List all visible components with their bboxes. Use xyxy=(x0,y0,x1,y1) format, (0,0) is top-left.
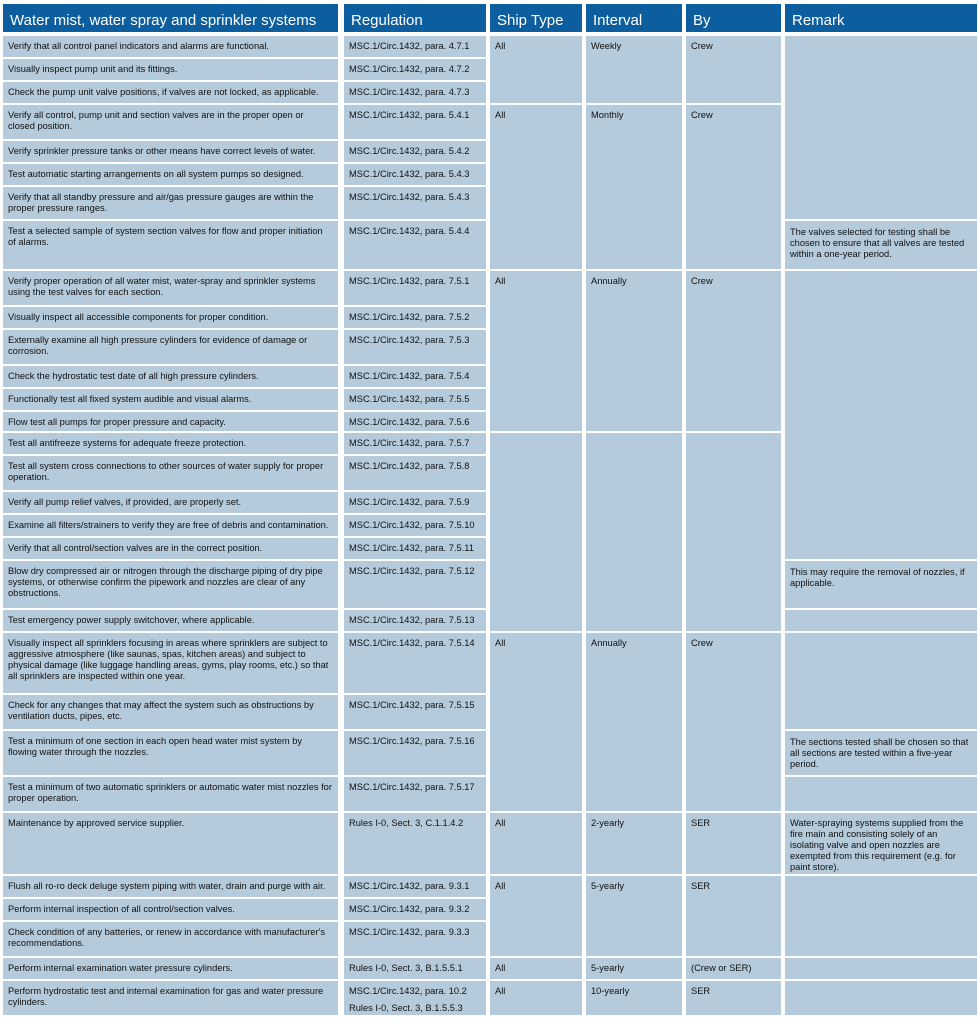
task-cell: Test a selected sample of system section valves for flow and proper initiation of alarms. xyxy=(3,221,338,269)
regulation-cell: MSC.1/Circ.1432, para. 5.4.3 xyxy=(344,187,486,219)
remark-cell xyxy=(785,876,977,956)
interval-cell: Monthly xyxy=(586,105,682,269)
ship-type-cell: All xyxy=(490,271,582,431)
task-cell: Visually inspect all sprinklers focusing in areas where sprinklers are subject to aggressive atmosphere (like saunas, spas, kitchen areas) and subject to physical damage (like luggage handling areas, gyms, play rooms, etc.) so that all sprinklers are inspected within one year. xyxy=(3,633,338,693)
task-cell: Verify that all control panel indicators and alarms are functional. xyxy=(3,36,338,57)
remark-cell xyxy=(785,633,977,729)
task-cell: Visually inspect pump unit and its fittings. xyxy=(3,59,338,80)
remark-cell xyxy=(785,981,977,1015)
by-cell: SER xyxy=(686,876,781,956)
regulation-cell: MSC.1/Circ.1432, para. 7.5.6 xyxy=(344,412,486,431)
regulation-cell: MSC.1/Circ.1432, para. 7.5.9 xyxy=(344,492,486,513)
regulation-cell: MSC.1/Circ.1432, para. 7.5.3 xyxy=(344,330,486,364)
task-cell: Maintenance by approved service supplier. xyxy=(3,813,338,874)
task-cell: Test automatic starting arrangements on all system pumps so designed. xyxy=(3,164,338,185)
interval-cell xyxy=(586,433,682,631)
task-cell: Blow dry compressed air or nitrogen through the discharge piping of dry pipe systems, or otherwise confirm the pipework and nozzles are clear of any obstructions. xyxy=(3,561,338,608)
regulation-cell: MSC.1/Circ.1432, para. 5.4.3 xyxy=(344,164,486,185)
regulation-cell: MSC.1/Circ.1432, para. 7.5.1 xyxy=(344,271,486,305)
regulation-cell: MSC.1/Circ.1432, para. 7.5.14 xyxy=(344,633,486,693)
regulation-cell: MSC.1/Circ.1432, para. 7.5.4 xyxy=(344,366,486,387)
regulation-cell: Rules I-0, Sect. 3, C.1.1.4.2 xyxy=(344,813,486,874)
remark-cell xyxy=(785,777,977,811)
task-cell: Verify that all control/section valves are in the correct position. xyxy=(3,538,338,559)
task-cell: Functionally test all fixed system audible and visual alarms. xyxy=(3,389,338,410)
interval-cell: Weekly xyxy=(586,36,682,103)
by-cell xyxy=(686,433,781,631)
column-header-ship-type: Ship Type xyxy=(490,4,582,32)
interval-cell: 5-yearly xyxy=(586,958,682,979)
ship-type-cell: All xyxy=(490,105,582,269)
regulation-cell: MSC.1/Circ.1432, para. 5.4.2 xyxy=(344,141,486,162)
task-cell: Visually inspect all accessible components for proper condition. xyxy=(3,307,338,328)
regulation-cell: MSC.1/Circ.1432, para. 7.5.7 xyxy=(344,433,486,454)
interval-cell: 10-yearly xyxy=(586,981,682,1015)
task-cell: Perform hydrostatic test and internal examination for gas and water pressure cylinders. xyxy=(3,981,338,1015)
remark-cell xyxy=(785,610,977,631)
ship-type-cell xyxy=(490,433,582,631)
by-cell: Crew xyxy=(686,105,781,269)
task-cell: Verify that all standby pressure and air/gas pressure gauges are within the proper pressure ranges. xyxy=(3,187,338,219)
regulation-cell: MSC.1/Circ.1432, para. 7.5.15 xyxy=(344,695,486,729)
ship-type-cell: All xyxy=(490,958,582,979)
regulation-cell: MSC.1/Circ.1432, para. 7.5.11 xyxy=(344,538,486,559)
regulation-cell: MSC.1/Circ.1432, para. 5.4.1 xyxy=(344,105,486,139)
interval-cell: 2-yearly xyxy=(586,813,682,874)
by-cell: (Crew or SER) xyxy=(686,958,781,979)
ship-type-cell: All xyxy=(490,813,582,874)
interval-cell: Annually xyxy=(586,271,682,431)
task-cell: Verify sprinkler pressure tanks or other means have correct levels of water. xyxy=(3,141,338,162)
regulation-cell: MSC.1/Circ.1432, para. 9.3.3 xyxy=(344,922,486,956)
task-cell: Verify all control, pump unit and section valves are in the proper open or closed position. xyxy=(3,105,338,139)
task-cell: Test all system cross connections to other sources of water supply for proper operation. xyxy=(3,456,338,490)
ship-type-cell: All xyxy=(490,981,582,1015)
regulation-cell: MSC.1/Circ.1432, para. 7.5.12 xyxy=(344,561,486,608)
regulation-cell: MSC.1/Circ.1432, para. 9.3.2 xyxy=(344,899,486,920)
regulation-cell: MSC.1/Circ.1432, para. 7.5.13 xyxy=(344,610,486,631)
task-cell: Verify all pump relief valves, if provided, are properly set. xyxy=(3,492,338,513)
regulation-cell: MSC.1/Circ.1432, para. 7.5.8 xyxy=(344,456,486,490)
remark-cell: Water-spraying systems supplied from the fire main and consisting solely of an isolating valve and open nozzles are exempted from this requirement (e.g. for paint store). xyxy=(785,813,977,874)
task-cell: Perform internal examination water pressure cylinders. xyxy=(3,958,338,979)
task-cell: Flow test all pumps for proper pressure and capacity. xyxy=(3,412,338,431)
column-header-task: Water mist, water spray and sprinkler systems xyxy=(3,4,338,32)
task-cell: Check for any changes that may affect the system such as obstructions by ventilation ducts, pipes, etc. xyxy=(3,695,338,729)
task-cell: Flush all ro-ro deck deluge system piping with water, drain and purge with air. xyxy=(3,876,338,897)
regulation-line: Rules I-0, Sect. 3, B.1.5.5.3 xyxy=(349,1003,463,1013)
task-cell: Check the pump unit valve positions, if valves are not locked, as applicable. xyxy=(3,82,338,103)
remark-cell xyxy=(785,271,977,559)
remark-cell: The valves selected for testing shall be chosen to ensure that all valves are tested within a one-year period. xyxy=(785,221,977,269)
regulation-cell: MSC.1/Circ.1432, para. 5.4.4 xyxy=(344,221,486,269)
ship-type-cell: All xyxy=(490,876,582,956)
regulation-cell: MSC.1/Circ.1432, para. 4.7.2 xyxy=(344,59,486,80)
regulation-cell: MSC.1/Circ.1432, para. 7.5.10 xyxy=(344,515,486,536)
task-cell: Check the hydrostatic test date of all high pressure cylinders. xyxy=(3,366,338,387)
regulation-cell: MSC.1/Circ.1432, para. 7.5.2 xyxy=(344,307,486,328)
regulation-line: MSC.1/Circ.1432, para. 10.2 xyxy=(349,986,467,996)
column-header-regulation: Regulation xyxy=(344,4,486,32)
regulation-cell: MSC.1/Circ.1432, para. 4.7.3 xyxy=(344,82,486,103)
remark-cell: The sections tested shall be chosen so that all sections are tested within a five-year period. xyxy=(785,731,977,775)
task-cell: Test a minimum of one section in each open head water mist system by flowing water through the nozzles. xyxy=(3,731,338,775)
task-cell: Externally examine all high pressure cylinders for evidence of damage or corrosion. xyxy=(3,330,338,364)
ship-type-cell: All xyxy=(490,633,582,811)
regulation-cell xyxy=(344,981,486,1015)
regulation-cell: MSC.1/Circ.1432, para. 7.5.17 xyxy=(344,777,486,811)
by-cell: SER xyxy=(686,813,781,874)
by-cell: Crew xyxy=(686,633,781,811)
task-cell: Perform internal inspection of all control/section valves. xyxy=(3,899,338,920)
regulation-cell: MSC.1/Circ.1432, para. 7.5.16 xyxy=(344,731,486,775)
task-cell: Test a minimum of two automatic sprinklers or automatic water mist nozzles for proper operation. xyxy=(3,777,338,811)
regulation-cell: MSC.1/Circ.1432, para. 7.5.5 xyxy=(344,389,486,410)
ship-type-cell: All xyxy=(490,36,582,103)
task-cell: Test emergency power supply switchover, where applicable. xyxy=(3,610,338,631)
interval-cell: Annually xyxy=(586,633,682,811)
remark-cell: This may require the removal of nozzles, if applicable. xyxy=(785,561,977,608)
column-header-by: By xyxy=(686,4,781,32)
column-header-interval: Interval xyxy=(586,4,682,32)
regulation-cell: Rules I-0, Sect. 3, B.1.5.5.1 xyxy=(344,958,486,979)
task-cell: Examine all filters/strainers to verify they are free of debris and contamination. xyxy=(3,515,338,536)
by-cell: Crew xyxy=(686,271,781,431)
by-cell: Crew xyxy=(686,36,781,103)
remark-cell xyxy=(785,36,977,219)
by-cell: SER xyxy=(686,981,781,1015)
task-cell: Test all antifreeze systems for adequate freeze protection. xyxy=(3,433,338,454)
task-cell: Check condition of any batteries, or renew in accordance with manufacturer's recommendations. xyxy=(3,922,338,956)
interval-cell: 5-yearly xyxy=(586,876,682,956)
regulation-cell: MSC.1/Circ.1432, para. 9.3.1 xyxy=(344,876,486,897)
regulation-cell: MSC.1/Circ.1432, para. 4.7.1 xyxy=(344,36,486,57)
remark-cell xyxy=(785,958,977,979)
task-cell: Verify proper operation of all water mist, water-spray and sprinkler systems using the test valves for each section. xyxy=(3,271,338,305)
column-header-remark: Remark xyxy=(785,4,977,32)
